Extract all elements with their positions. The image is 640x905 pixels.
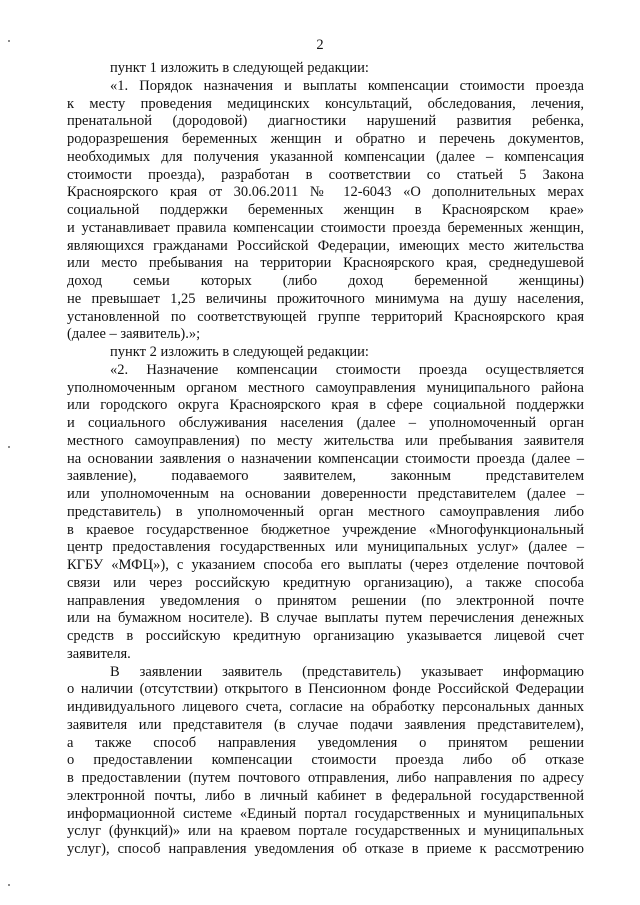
text-line: (далее – заявитель).»; (67, 326, 201, 343)
text-line: местного самоуправления) по месту жительства или пребывания заявителя (67, 432, 584, 449)
text-line: заявителя или представителя (в случае подачи заявления представителем), (67, 716, 584, 733)
text-line: средств в российскую кредитную организацию указывается лицевой счет (67, 628, 584, 644)
text-line: а также способ направления уведомления о принятом решении (67, 734, 584, 751)
text-line: «2. Назначение компенсации стоимости проезда осуществляется (110, 361, 584, 378)
document-body (67, 60, 584, 859)
text-line: информационной системе «Единый портал государственных и муниципальных (67, 805, 584, 822)
text-line: заявление), подаваемого заявителем, законным представителем (67, 468, 584, 485)
page-number: 2 (316, 37, 324, 53)
text-line: «1. Порядок назначения и выплаты компенсации стоимости проезда (110, 77, 584, 94)
text-line: или уполномоченным на основании доверенности представителем (далее – (67, 486, 584, 502)
text-line: или место пребывания на территории Красноярского края, среднедушевой (67, 255, 584, 272)
text-line: В заявлении заявитель (представитель) указывает информацию (110, 663, 584, 680)
text-line: о наличии (отсутствии) открытого в Пенсионном фонде Российской Федерации (67, 681, 584, 698)
text-line: представитель) в уполномоченный орган местного самоуправления либо (67, 503, 584, 520)
text-line: пренатальной (дородовой) диагностики нарушений развития ребенка, (67, 113, 584, 130)
text-line: к месту проведения медицинских консультаций, обследования, лечения, (67, 95, 584, 112)
text-line: электронной почты, либо в личный кабинет в федеральной государственной (67, 787, 584, 804)
text-line: уполномоченным органом местного самоуправления муниципального района (67, 379, 584, 396)
text-line: центр предоставления государственных или муниципальных услуг» (далее – (67, 539, 584, 556)
scan-speck (8, 884, 10, 886)
text-line: и устанавливает правила компенсации стоимости проезда беременных женщин, (67, 219, 584, 236)
text-line: связи или через российскую кредитную организацию), а также способа (67, 574, 584, 591)
text-line: установленной по соответствующей группе территорий Красноярского края (67, 308, 584, 325)
text-line: услуг), способ направления уведомления об отказе в приеме к рассмотрению (67, 841, 584, 857)
text-line: заявителя. (67, 645, 131, 662)
text-line: социальной поддержки беременных женщин в Красноярском крае» (67, 202, 584, 218)
text-line: являющихся гражданами Российской Федерации, имеющих место жительства (67, 237, 584, 254)
text-line: о предоставлении компенсации стоимости проезда либо об отказе (67, 752, 584, 769)
text-line: родоразрешения беременных женщин и обратно и перечень документов, (67, 131, 584, 147)
text-line: пункт 2 изложить в следующей редакции: (110, 344, 369, 360)
scan-speck (8, 446, 10, 448)
text-line: или на бумажном носителе). В случае выплаты путем перечисления денежных (67, 610, 584, 627)
text-line: пункт 1 изложить в следующей редакции: (110, 60, 369, 76)
text-line: или городского округа Красноярского края в сфере социальной поддержки (67, 397, 584, 414)
text-line: услуг (функций)» или на краевом портале государственных и муниципальных (67, 823, 584, 840)
text-line: не превышает 1,25 величины прожиточного минимума на душу населения, (67, 290, 584, 307)
text-line: доход семьи которых (либо доход беременной женщины) (67, 273, 584, 289)
text-line: направления уведомления о принятом решении (по электронной почте (67, 592, 584, 609)
scan-speck (8, 40, 10, 42)
text-line: индивидуального лицевого счета, согласие на обработку персональных данных (67, 699, 584, 715)
text-line: на основании заявления о назначении компенсации стоимости проезда (далее – (67, 450, 584, 467)
text-line: КГБУ «МФЦ»), с указанием способа его выплаты (через отделение почтовой (67, 557, 584, 573)
text-line: и социального обслуживания населения (далее – уполномоченный орган (67, 415, 584, 431)
text-line: Красноярского края от 30.06.2011 № 12-6043 «О дополнительных мерах (67, 184, 584, 201)
text-line: в предоставлении (путем почтового отправления, либо направления по адресу (67, 770, 584, 786)
text-line: в краевое государственное бюджетное учреждение «Многофункциональный (67, 521, 584, 538)
text-line: стоимости проезда), разработан в соответствии со статьей 5 Закона (67, 166, 584, 183)
text-line: необходимых для получения указанной компенсации (далее – компенсация (67, 148, 584, 165)
